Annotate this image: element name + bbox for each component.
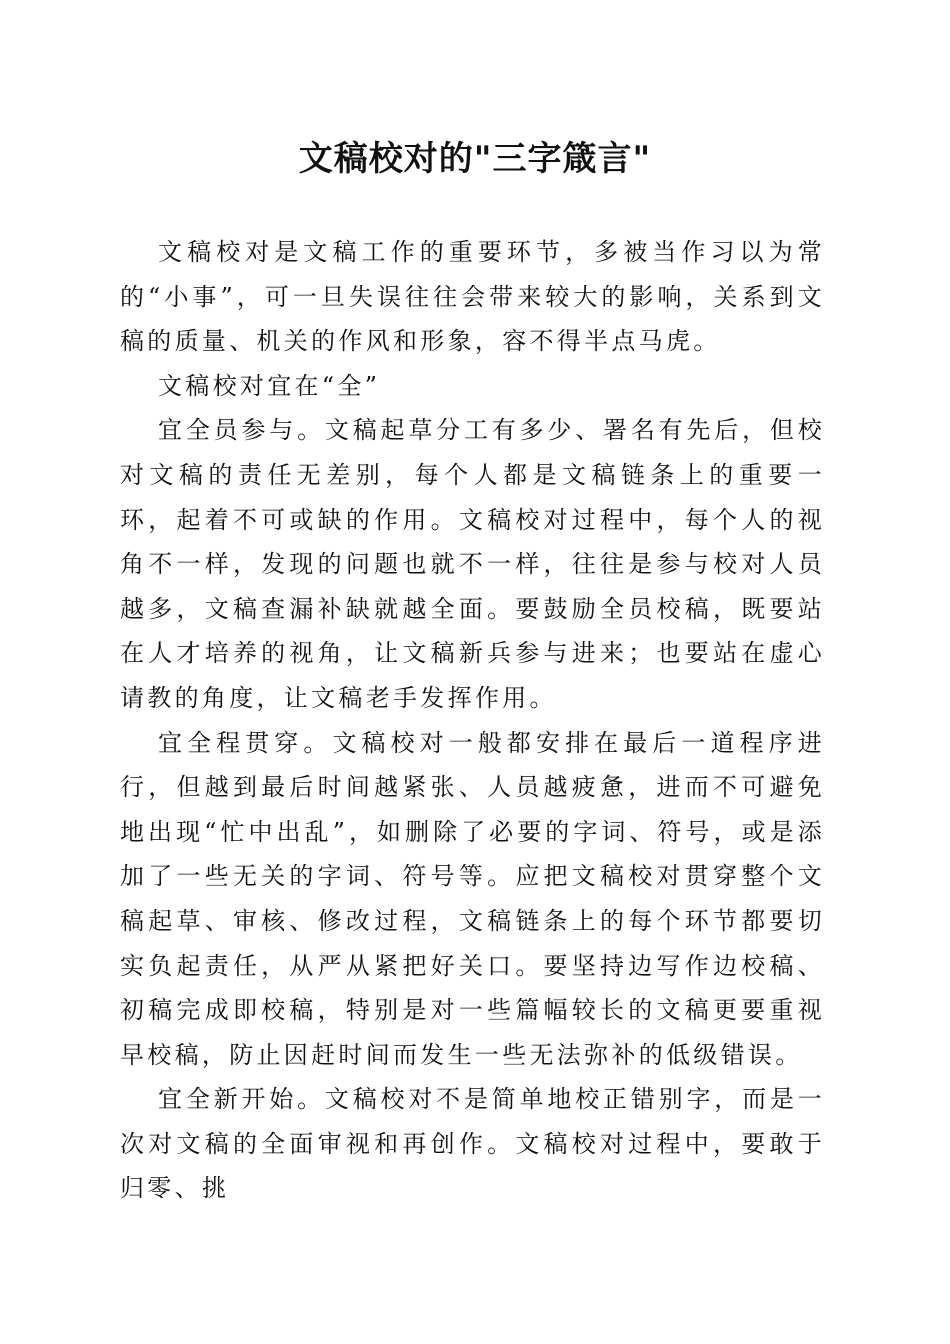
paragraph-full-process: 宜全程贯穿。文稿校对一般都安排在最后一道程序进行，但越到最后时间越紧张、人员越疲惫，进而不可避免地出现“忙中出乱”，如删除了必要的字词、符号，或是添加了一些无关的字词、符号等。应把文稿校对贯穿整个文稿起草、审核、修改过程，文稿链条上的每个环节都要切实负起责任，从严从紧把好关口。要坚持边写作边校稿、初稿完成即校稿，特别是对一些篇幅较长的文稿更要重视早校稿，防止因赶时间而发生一些无法弥补的低级错误。 xyxy=(120,728,825,1069)
section-heading: 文稿校对宜在“全” xyxy=(158,371,381,400)
document-title: 文稿校对的"三字箴言" xyxy=(298,139,652,179)
paragraph-intro: 文稿校对是文稿工作的重要环节，多被当作习以为常的“小事”，可一旦失误往往会带来较大的影响，关系到文稿的质量、机关的作风和形象，容不得半点马虎。 xyxy=(120,238,825,356)
paragraph-fresh-start: 宜全新开始。文稿校对不是简单地校正错别字，而是一次对文稿的全面审视和再创作。文稿校对过程中，要敢于归零、挑 xyxy=(120,1085,825,1203)
document-body xyxy=(120,230,825,1211)
paragraph-full-participation: 宜全员参与。文稿起草分工有多少、署名有先后，但校对文稿的责任无差别，每个人都是文稿链条上的重要一环，起着不可或缺的作用。文稿校对过程中，每个人的视角不一样，发现的问题也就不一样，往往是参与校对人员越多，文稿查漏补缺就越全面。要鼓励全员校稿，既要站在人才培养的视角，让文稿新兵参与进来；也要站在虚心请教的角度，让文稿老手发挥作用。 xyxy=(120,416,825,712)
